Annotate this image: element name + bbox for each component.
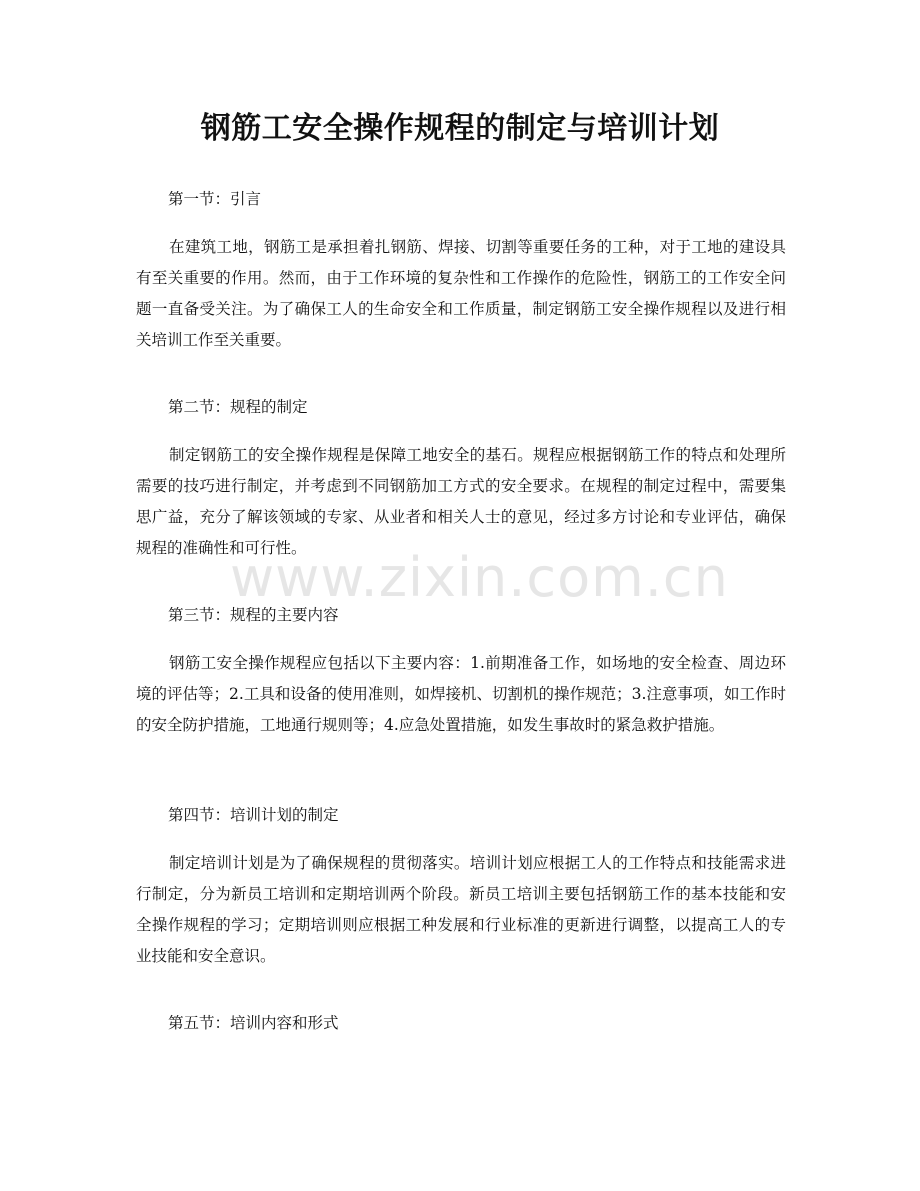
section-heading-5: 第五节：培训内容和形式 — [168, 1014, 339, 1032]
section-heading-1: 第一节：引言 — [168, 190, 262, 208]
section-heading-4: 第四节：培训计划的制定 — [168, 806, 339, 824]
document-title: 钢筋工安全操作规程的制定与培训计划 — [200, 111, 720, 146]
section-paragraph-3: 钢筋工安全操作规程应包括以下主要内容：1.前期准备工作，如场地的安全检查、周边环境的评估等；2.工具和设备的使用准则，如焊接机、切割机的操作规范；3.注意事项，如工作时的安全防护措施，工地通行规则等；4.应急处置措施，如发生事故时的紧急救护措施。 — [136, 654, 786, 734]
watermark: www.zixin.com.cn — [230, 546, 729, 609]
section-paragraph-4: 制定培训计划是为了确保规程的贯彻落实。培训计划应根据工人的工作特点和技能需求进行制定，分为新员工培训和定期培训两个阶段。新员工培训主要包括钢筋工作的基本技能和安全操作规程的学习；定期培训则应根据工种发展和行业标准的更新进行调整，以提高工人的专业技能和安全意识。 — [136, 854, 786, 965]
section-paragraph-1: 在建筑工地，钢筋工是承担着扎钢筋、焊接、切割等重要任务的工种，对于工地的建设具有至关重要的作用。然而，由于工作环境的复杂性和工作操作的危险性，钢筋工的工作安全问题一直备受关注。为了确保工人的生命安全和工作质量，制定钢筋工安全操作规程以及进行相关培训工作至关重要。 — [136, 238, 786, 349]
section-heading-2: 第二节：规程的制定 — [168, 398, 308, 416]
section-heading-3: 第三节：规程的主要内容 — [168, 606, 339, 624]
section-paragraph-2: 制定钢筋工的安全操作规程是保障工地安全的基石。规程应根据钢筋工作的特点和处理所需要的技巧进行制定，并考虑到不同钢筋加工方式的安全要求。在规程的制定过程中，需要集思广益，充分了解该领域的专家、从业者和相关人士的意见，经过多方讨论和专业评估，确保规程的准确性和可行性。 — [136, 446, 786, 557]
